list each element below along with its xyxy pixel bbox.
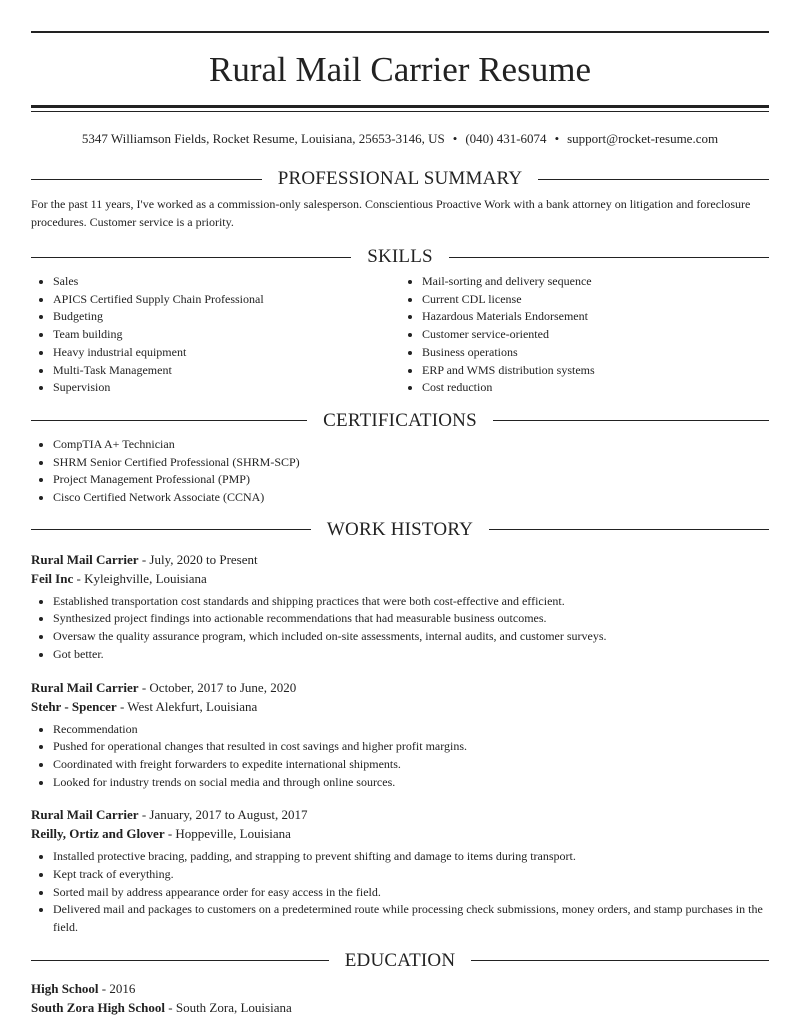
skills-columns [31, 273, 769, 397]
skill-item: • Sales [53, 273, 400, 291]
job-company: Stehr - Spencer [31, 698, 117, 714]
job-entry [31, 678, 769, 792]
education-heading-label: EDUCATION [344, 949, 456, 971]
education-degree: High School [31, 980, 99, 996]
skill-item: • Cost reduction [422, 379, 769, 397]
job-bullet: • Installed protective bracing, padding, and strapping to prevent shifting and damage to items during transport. [53, 848, 769, 866]
job-location: - West Alekfurt, Louisiana [119, 698, 258, 714]
skill-item: • Hazardous Materials Endorsement [422, 308, 769, 326]
skill-item: • ERP and WMS distribution systems [422, 362, 769, 380]
job-bullet: • Pushed for operational changes that resulted in cost savings and higher profit margins. [53, 738, 769, 756]
job-bullets [31, 721, 769, 792]
skills-heading [31, 247, 769, 267]
skills-right-list [400, 273, 769, 397]
job-bullets [31, 848, 769, 937]
job-bullet: • Recommendation [53, 721, 769, 739]
education-school: South Zora High School [31, 999, 166, 1015]
job-dates: - January, 2017 to August, 2017 [141, 807, 308, 823]
job-location: - Kyleighville, Louisiana [76, 570, 207, 586]
job-bullet: • Delivered mail and packages to customers on a predetermined route while processing check submissions, money orders, and stamp purchases in the field. [53, 901, 769, 936]
job-company: Reilly, Ortiz and Glover [31, 826, 165, 842]
education-year: - 2016 [101, 980, 136, 996]
job-dates: - July, 2020 to Present [141, 551, 258, 567]
certifications-list [31, 436, 769, 507]
contact-line [31, 131, 769, 147]
contact-phone: (040) 431-6074 [465, 131, 547, 146]
education-entry [31, 979, 769, 1017]
job-company: Feil Inc [31, 570, 74, 586]
job-bullet: • Got better. [53, 646, 769, 664]
job-entry [31, 550, 769, 664]
education-location: - South Zora, Louisiana [168, 999, 292, 1015]
resume-title: Rural Mail Carrier Resume [209, 50, 591, 89]
education-heading [31, 951, 769, 971]
job-title: Rural Mail Carrier [31, 551, 139, 567]
certification-item: • Cisco Certified Network Associate (CCNA) [53, 489, 769, 507]
skill-item: • Heavy industrial equipment [53, 344, 400, 362]
certification-item: • Project Management Professional (PMP) [53, 471, 769, 489]
skill-item: • Mail-sorting and delivery sequence [422, 273, 769, 291]
job-bullet: • Kept track of everything. [53, 866, 769, 884]
resume-page [31, 0, 769, 1017]
skills-left-list [31, 273, 400, 397]
job-title: Rural Mail Carrier [31, 679, 139, 695]
job-entry [31, 805, 769, 937]
title-double-rule [31, 105, 769, 112]
top-rule [31, 31, 769, 33]
skill-item: • Business operations [422, 344, 769, 362]
contact-address: 5347 Williamson Fields, Rocket Resume, Louisiana, 25653-3146, US [81, 131, 445, 146]
skill-item: • Supervision [53, 379, 400, 397]
certification-item: • SHRM Senior Certified Professional (SHRM-SCP) [53, 454, 769, 472]
job-bullet: • Coordinated with freight forwarders to expedite international shipments. [53, 756, 769, 774]
job-title: Rural Mail Carrier [31, 807, 139, 823]
contact-separator: • [452, 131, 458, 146]
contact-email: support@rocket-resume.com [567, 131, 719, 146]
job-bullet: • Established transportation cost standards and shipping practices that were both cost-effective and efficient. [53, 593, 769, 611]
job-bullet: • Synthesized project findings into actionable recommendations that had measurable business outcomes. [53, 610, 769, 628]
contact-separator: • [554, 131, 560, 146]
job-bullet: • Looked for industry trends on social media and through online sources. [53, 774, 769, 792]
skill-item: • Multi-Task Management [53, 362, 400, 380]
summary-text: For the past 11 years, I've worked as a commission-only salesperson. Conscientious Proactive Work with a bank attorney on litigation and foreclosure procedures. Customer service is a priority. [31, 197, 751, 229]
skill-item: • Budgeting [53, 308, 400, 326]
skill-item: • APICS Certified Supply Chain Professional [53, 291, 400, 309]
skills-heading-label: SKILLS [367, 246, 433, 267]
certification-item: • CompTIA A+ Technician [53, 436, 769, 454]
job-dates: - October, 2017 to June, 2020 [141, 679, 297, 695]
skill-item: • Current CDL license [422, 291, 769, 309]
summary-heading-label: PROFESSIONAL SUMMARY [277, 168, 523, 189]
certifications-heading-label: CERTIFICATIONS [323, 409, 477, 431]
certifications-heading [31, 411, 769, 431]
job-bullet: • Oversaw the quality assurance program, which included on-site assessments, internal audits, and customer surveys. [53, 628, 769, 646]
work-history [31, 550, 769, 937]
skill-item: • Customer service-oriented [422, 326, 769, 344]
summary-heading [31, 169, 769, 189]
work-heading-label: WORK HISTORY [326, 518, 474, 540]
skill-item: • Team building [53, 326, 400, 344]
job-bullets [31, 593, 769, 664]
job-bullet: • Sorted mail by address appearance order for easy access in the field. [53, 884, 769, 902]
job-location: - Hoppeville, Louisiana [167, 826, 291, 842]
work-heading [31, 520, 769, 540]
